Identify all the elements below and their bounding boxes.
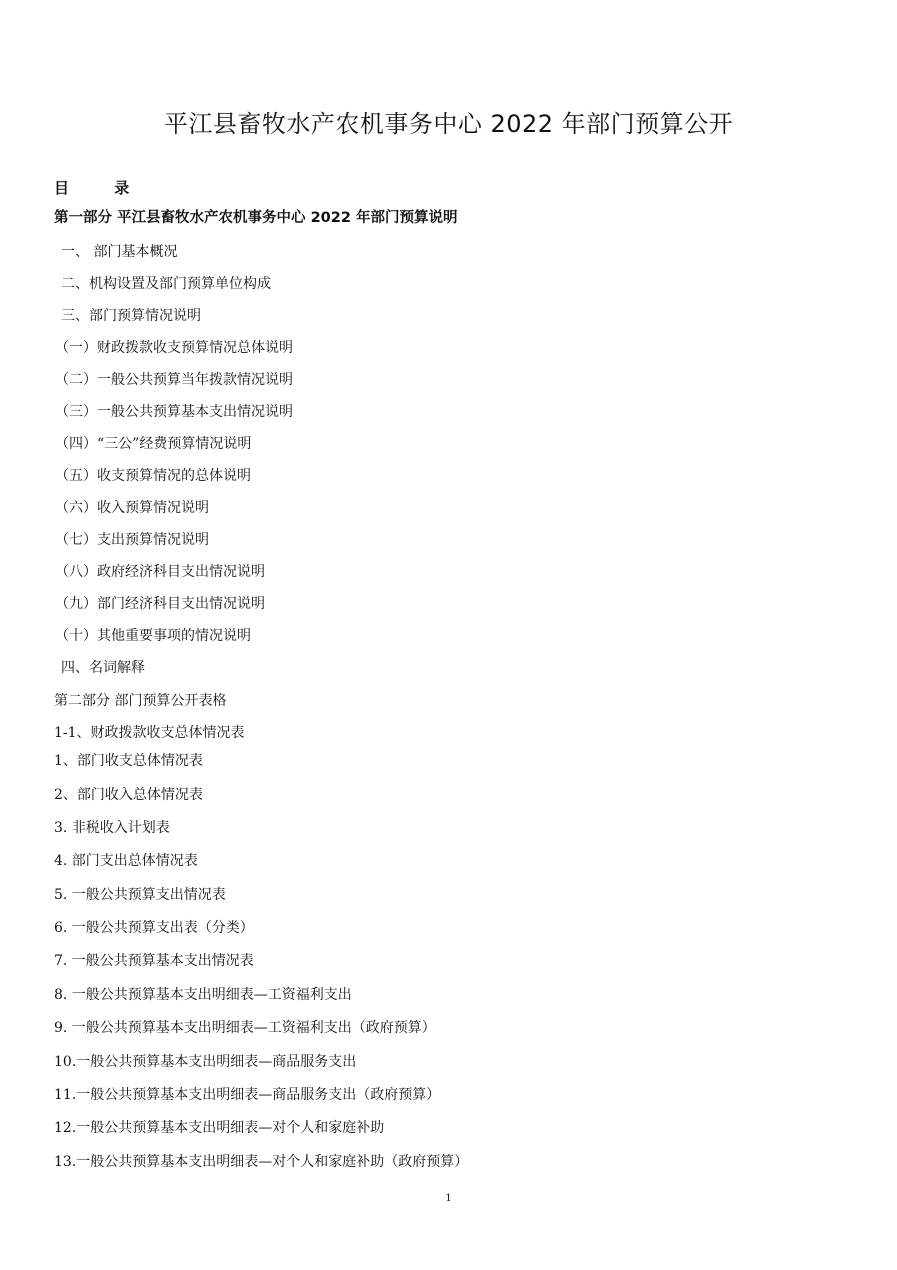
toc-entry: 2、部门收入总体情况表	[54, 787, 203, 803]
toc-entry: 11.一般公共预算基本支出明细表—商品服务支出（政府预算）	[54, 1087, 441, 1103]
toc-entry: （十）其他重要事项的情况说明	[55, 628, 251, 644]
toc-entry: 1、部门收支总体情况表	[54, 753, 203, 769]
toc-entry: 二、机构设置及部门预算单位构成	[61, 276, 271, 292]
toc-entry: 9. 一般公共预算基本支出明细表—工资福利支出（政府预算）	[54, 1020, 436, 1036]
toc-entry: （七）支出预算情况说明	[55, 532, 209, 548]
toc-entry: （二）一般公共预算当年拨款情况说明	[55, 372, 293, 388]
toc-heading: 目 录	[54, 179, 150, 197]
toc-entry: 7. 一般公共预算基本支出情况表	[54, 953, 254, 969]
toc-entry: 6. 一般公共预算支出表（分类）	[54, 920, 254, 936]
toc-entry: （一）财政拨款收支预算情况总体说明	[55, 340, 293, 356]
toc-entry: 4. 部门支出总体情况表	[54, 853, 198, 869]
toc-entry: （九）部门经济科目支出情况说明	[55, 596, 265, 612]
page-number: 1	[445, 1193, 452, 1204]
part1-heading: 第一部分 平江县畜牧水产农机事务中心 2022 年部门预算说明	[54, 210, 458, 226]
toc-entry: 1-1、财政拨款收支总体情况表	[54, 725, 245, 741]
toc-entry: 10.一般公共预算基本支出明细表—商品服务支出	[54, 1054, 357, 1070]
toc-entry: 12.一般公共预算基本支出明细表—对个人和家庭补助	[54, 1120, 385, 1136]
toc-entry: （三）一般公共预算基本支出情况说明	[55, 404, 293, 420]
toc-entry: 一、 部门基本概况	[61, 244, 178, 260]
toc-entry: 四、名词解释	[61, 660, 145, 676]
toc-entry: 13.一般公共预算基本支出明细表—对个人和家庭补助（政府预算）	[54, 1154, 469, 1170]
toc-entry: （四）“三公”经费预算情况说明	[55, 436, 252, 452]
toc-entry: 三、部门预算情况说明	[61, 308, 201, 324]
toc-entry: 3. 非税收入计划表	[54, 820, 170, 836]
toc-entry: 5. 一般公共预算支出情况表	[54, 887, 226, 903]
toc-entry: （六）收入预算情况说明	[55, 500, 209, 516]
toc-entry: 8. 一般公共预算基本支出明细表—工资福利支出	[54, 987, 352, 1003]
part2-heading: 第二部分 部门预算公开表格	[54, 693, 227, 709]
document-title: 平江县畜牧水产农机事务中心 2022 年部门预算公开	[163, 110, 734, 138]
toc-entry: （八）政府经济科目支出情况说明	[55, 564, 265, 580]
toc-entry: （五）收支预算情况的总体说明	[55, 468, 251, 484]
